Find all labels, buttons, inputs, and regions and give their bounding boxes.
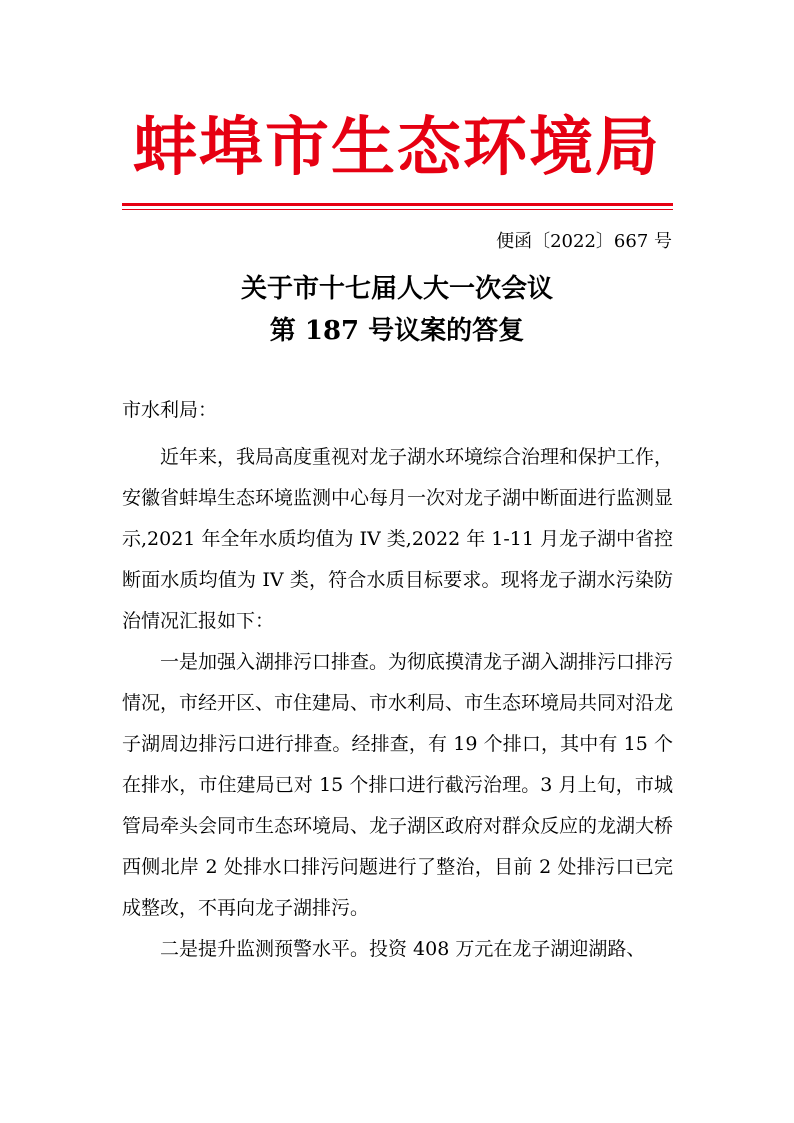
- agency-masthead: 蚌埠市生态环境局: [133, 110, 661, 185]
- document-title-line-1: 关于市十七届人大一次会议: [240, 274, 553, 304]
- document-number: 便函〔2022〕667 号: [496, 231, 672, 252]
- body-paragraph-monitoring: 二是提升监测预警水平。投资 408 万元在龙子湖迎湖路、: [160, 938, 646, 960]
- document-title-line-2: 第 187 号议案的答复: [269, 316, 525, 346]
- body-paragraph-outfall-investigation: 一是加强入湖排污口排查。为彻底摸清龙子湖入湖排污口排污情况，市经开区、市住建局、市水利局、市生态环境局共同对沿龙子湖周边排污口进行排查。经排查，有 19 个排口，其中有 15 个在排水，市住建局已对 15 个排口进行截污治理。3 月上旬，市城管局牵头会同市生态环境局、龙子湖区政府对群众反应的龙湖大桥西侧北岸 2 处排水口排污问题进行了整治，目前 2 处排污口已完成整改，不再向龙子湖排污。: [122, 651, 674, 919]
- letter-body: [122, 437, 673, 970]
- body-paragraph-intro: 近年来，我局高度重视对龙子湖水环境综合治理和保护工作，安徽省蚌埠生态环境监测中心每月一次对龙子湖中断面进行监测显示,2021 年全年水质均值为 IV 类,2022 年 1-11 月龙子湖中省控断面水质均值为 IV 类，符合水质目标要求。现将龙子湖水污染防治情况汇报如下：: [122, 446, 674, 632]
- masthead-rule-thick: [122, 203, 673, 206]
- masthead-rule-thin: [122, 209, 673, 210]
- salutation: 市水利局：: [122, 399, 218, 421]
